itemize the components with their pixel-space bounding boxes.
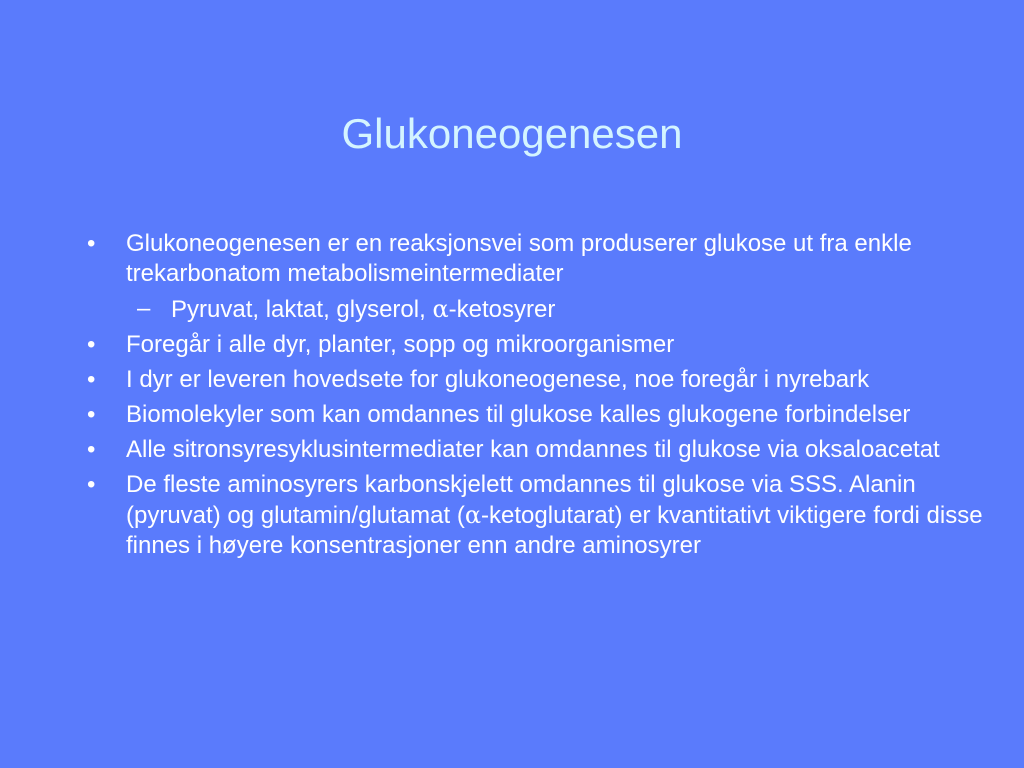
alpha-symbol: α — [464, 501, 482, 529]
sub-list-item-text-pre: Pyruvat, laktat, glyserol, — [171, 296, 433, 323]
list-item — [87, 435, 987, 465]
bullet-icon: • — [87, 471, 96, 498]
bullet-icon: • — [87, 401, 96, 428]
list-item-text: Alle sitronsyresyklusintermediater kan omdannes til glukose via oksaloacetat — [126, 436, 940, 463]
list-item — [87, 229, 987, 289]
list-item — [87, 470, 987, 561]
bullet-icon: • — [87, 331, 96, 358]
slide-title: Glukoneogenesen — [341, 110, 683, 157]
list-item-text: Biomolekyler som kan omdannes til glukose kalles glukogene forbindelser — [126, 401, 911, 428]
list-item-text: Foregår i alle dyr, planter, sopp og mikroorganismer — [126, 331, 675, 358]
list-item-text-post: -ketoglutarat) er kvantitativt viktigere fordi disse finnes i høyere konsentrasjoner enn andre aminosyrer — [126, 502, 983, 559]
sub-list-item-text-post: -ketosyrer — [448, 296, 556, 323]
list-item — [87, 400, 987, 430]
bullet-icon: • — [87, 230, 96, 257]
alpha-symbol: α — [432, 295, 449, 323]
sub-list-item — [87, 294, 987, 325]
list-item-text: I dyr er leveren hovedsete for glukoneogenese, noe foregår i nyrebark — [126, 366, 870, 393]
bullet-list — [87, 229, 987, 566]
dash-icon: – — [137, 295, 151, 322]
list-item — [87, 330, 987, 360]
list-item-text: Glukoneogenesen er en reaksjonsvei som produserer glukose ut fra enkle trekarbonatom metabolismeintermediater — [126, 230, 912, 287]
list-item-text-pre: De fleste aminosyrers karbonskjelett omdannes til glukose via SSS. Alanin (pyruvat) og glutamin/glutamat ( — [126, 471, 916, 529]
list-item — [87, 365, 987, 395]
bullet-icon: • — [87, 366, 96, 393]
bullet-icon: • — [87, 436, 96, 463]
